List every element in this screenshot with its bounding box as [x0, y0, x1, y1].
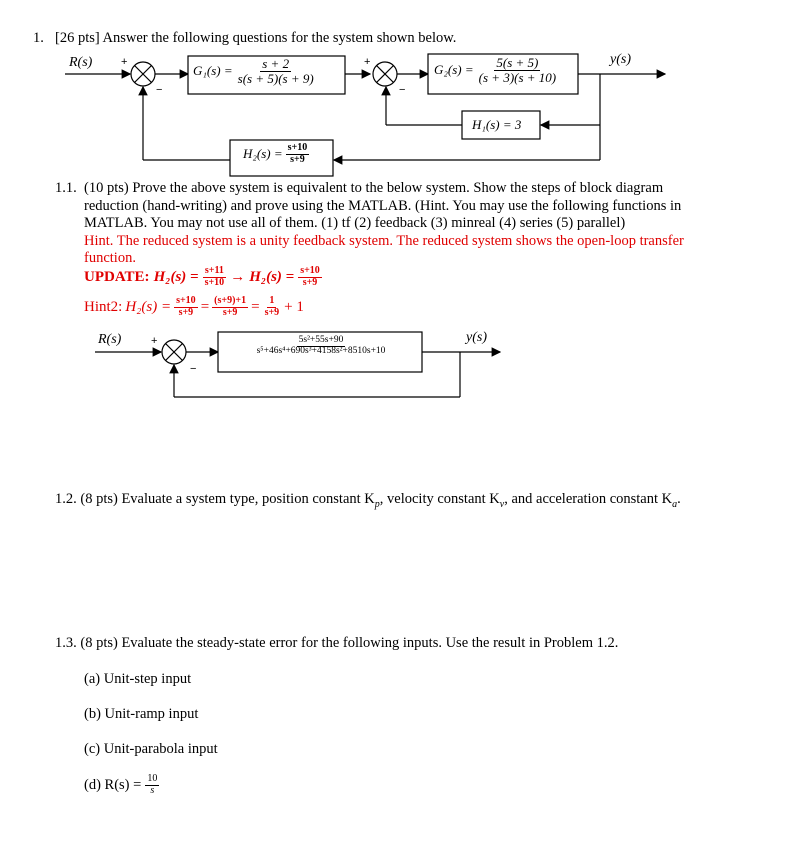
- hint2-label: Hint2:: [84, 298, 123, 315]
- q13-item-d-den: s: [150, 784, 155, 796]
- update-num-b: s+10: [300, 265, 320, 276]
- q12-sub-p: p: [374, 498, 380, 510]
- g2-transfer-function: [434, 56, 558, 84]
- diagram1-input-label: R(s): [69, 55, 93, 70]
- q12-text-3: , and acceleration constant K: [504, 491, 673, 507]
- hint2-equals-2: =: [251, 298, 260, 315]
- hint2-fraction-1: [174, 296, 198, 318]
- diagram1-output-label: y(s): [610, 52, 631, 67]
- hint2-den-3: s+9: [264, 306, 280, 318]
- diagram2-minus-sign: −: [190, 363, 197, 375]
- update-label: UPDATE:: [84, 268, 150, 285]
- q13-line: [55, 635, 618, 652]
- summing-junction-2: [373, 62, 397, 86]
- hint2-h2: H₂(s) =: [125, 298, 172, 315]
- sum1-plus-sign: +: [121, 56, 128, 68]
- q13-item-b: (b) Unit-ramp input: [84, 706, 199, 722]
- g2-fraction: [477, 56, 558, 84]
- q11-number: 1.1.: [55, 180, 77, 196]
- open-loop-fraction: [255, 336, 388, 357]
- open-loop-transfer-function: [225, 336, 417, 357]
- q13-number: 1.3.: [55, 635, 77, 651]
- open-loop-numerator: 5s²+55s+90: [298, 335, 344, 345]
- hint2-fraction-2: [212, 296, 248, 318]
- sum2-minus-sign: −: [399, 84, 406, 96]
- g2-lhs: G₂(s) =: [434, 62, 474, 78]
- update-num-a: s+11: [204, 265, 224, 276]
- q12-number: 1.2.: [55, 491, 77, 507]
- hint2-den-2: s+9: [222, 306, 238, 318]
- g1-lhs: G₁(s) =: [193, 63, 233, 79]
- q13-item-d: [84, 774, 159, 796]
- q12-text-1: (8 pts) Evaluate a system type, position constant K: [80, 491, 375, 507]
- hint2-fraction-3: [263, 296, 282, 318]
- q12-text-2: , velocity constant K: [379, 491, 500, 507]
- update-h2-b: H₂(s) =: [249, 268, 295, 285]
- update-line: [84, 266, 322, 288]
- hint2-num-2: (s+9)+1: [214, 295, 247, 306]
- update-h2-a: H₂(s) =: [153, 268, 199, 285]
- summing-junction-1: [131, 62, 155, 86]
- q13-item-d-fraction: [145, 774, 159, 796]
- q11-line-2: reduction (hand-writing) and prove using the MATLAB. (Hint. You may use the following functions in: [84, 198, 682, 214]
- q11-line-1: (10 pts) Prove the above system is equivalent to the below system. Show the steps of block diagram: [84, 180, 664, 196]
- hint2-equals-1: =: [200, 298, 210, 315]
- g1-numerator: s + 2: [262, 56, 290, 71]
- q12-line: [55, 491, 681, 510]
- g2-denominator: (s + 3)(s + 10): [478, 69, 557, 85]
- sum2-plus-sign: +: [364, 56, 371, 68]
- h1-transfer-function: H₁(s) = 3: [472, 117, 522, 132]
- hint2-num-3: 1: [269, 295, 275, 306]
- h2-fraction: [286, 143, 310, 165]
- update-arrow: →: [230, 268, 246, 285]
- diagram2-plus-sign: +: [151, 335, 158, 347]
- q13-item-d-label: (d) R(s) =: [84, 776, 142, 793]
- question-1-header: [26 pts] Answer the following questions for the system shown below.: [55, 30, 457, 46]
- q12-text-4: .: [677, 491, 681, 507]
- g1-transfer-function: [193, 57, 316, 85]
- update-fraction-b: [298, 266, 322, 288]
- update-den-b: s+9: [302, 276, 318, 288]
- hint2-den-1: s+9: [178, 306, 194, 318]
- q13-text: (8 pts) Evaluate the steady-state error for the following inputs. Use the result in Problem 1.2.: [80, 635, 619, 651]
- hint2-plus-one: + 1: [284, 298, 304, 315]
- h2-denominator: s+9: [290, 153, 305, 165]
- h2-transfer-function: [243, 143, 309, 165]
- q12-sub-v: v: [499, 498, 505, 510]
- q11-hint-line-2: function.: [84, 250, 136, 266]
- g2-numerator: 5(s + 5): [496, 55, 539, 70]
- q13-item-d-num: 10: [147, 773, 158, 784]
- update-den-a: s+10: [204, 276, 225, 288]
- q12-sub-a: a: [672, 498, 678, 510]
- g1-fraction: [236, 57, 316, 85]
- q13-item-a: (a) Unit-step input: [84, 671, 192, 687]
- diagram2-summing-junction: [162, 340, 186, 364]
- diagram2-output-label: y(s): [466, 330, 487, 345]
- diagram2-input-label: R(s): [98, 332, 122, 347]
- open-loop-denominator: s⁵+46s⁴+690s³+4158s²+8510s+10: [256, 345, 386, 356]
- question-1-number: 1.: [33, 30, 44, 46]
- h2-numerator: s+10: [287, 142, 308, 153]
- sum1-minus-sign: −: [156, 84, 163, 96]
- q11-hint-line-1: Hint. The reduced system is a unity feedback system. The reduced system shows the open-loop transfer: [84, 233, 684, 249]
- update-fraction-a: [203, 266, 227, 288]
- g1-denominator: s(s + 5)(s + 9): [237, 70, 314, 86]
- q13-item-c: (c) Unit-parabola input: [84, 741, 218, 757]
- hint2-line: [84, 296, 304, 318]
- h2-lhs: H₂(s) =: [243, 146, 283, 161]
- q11-line-3: MATLAB. You may not use all of them. (1) tf (2) feedback (3) minreal (4) series (5) parallel): [84, 215, 626, 231]
- hint2-num-1: s+10: [176, 295, 196, 306]
